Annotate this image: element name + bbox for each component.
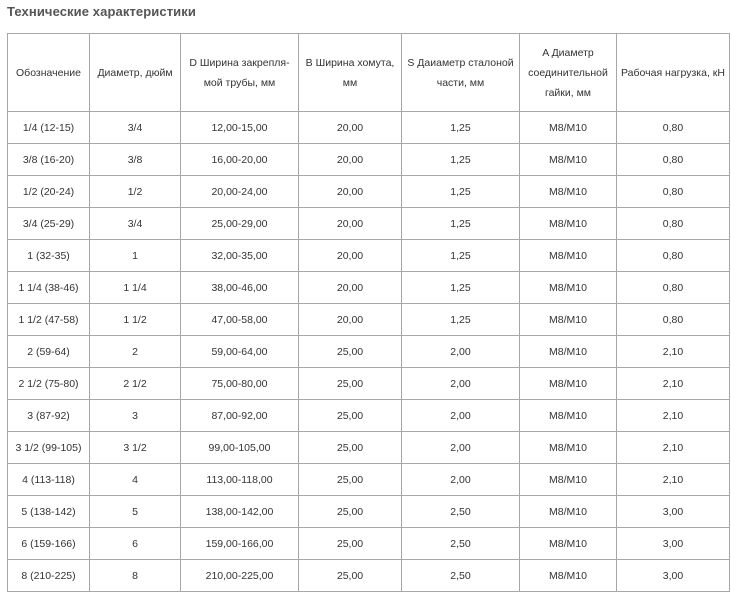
table-cell-clamp-width: 25,00: [299, 464, 402, 496]
table-cell-designation: 3/4 (25-29): [8, 208, 90, 240]
table-cell-diameter-inch: 4: [90, 464, 181, 496]
table-cell-nut-diameter: M8/M10: [520, 560, 617, 592]
table-cell-clamp-width: 25,00: [299, 400, 402, 432]
table-cell-working-load: 3,00: [617, 528, 730, 560]
column-header-pipe-width: D Ширина закрепля-мой трубы, мм: [181, 34, 299, 112]
table-cell-steel-part-diameter: 1,25: [402, 176, 520, 208]
table-cell-nut-diameter: M8/M10: [520, 208, 617, 240]
column-header-diameter-inch: Диаметр, дюйм: [90, 34, 181, 112]
table-cell-pipe-width: 75,00-80,00: [181, 368, 299, 400]
table-cell-designation: 1 1/2 (47-58): [8, 304, 90, 336]
table-cell-clamp-width: 25,00: [299, 528, 402, 560]
table-cell-nut-diameter: M8/M10: [520, 240, 617, 272]
table-row: [8, 144, 730, 176]
table-cell-pipe-width: 59,00-64,00: [181, 336, 299, 368]
table-cell-steel-part-diameter: 2,00: [402, 432, 520, 464]
table-cell-working-load: 2,10: [617, 464, 730, 496]
table-cell-designation: 1/2 (20-24): [8, 176, 90, 208]
table-row: [8, 368, 730, 400]
table-row: [8, 272, 730, 304]
table-cell-diameter-inch: 3/4: [90, 208, 181, 240]
table-cell-steel-part-diameter: 1,25: [402, 208, 520, 240]
table-cell-steel-part-diameter: 2,50: [402, 528, 520, 560]
table-cell-working-load: 0,80: [617, 208, 730, 240]
table-cell-pipe-width: 87,00-92,00: [181, 400, 299, 432]
table-cell-diameter-inch: 3 1/2: [90, 432, 181, 464]
table-cell-clamp-width: 20,00: [299, 144, 402, 176]
table-row: [8, 400, 730, 432]
table-body: [8, 112, 730, 592]
table-header-row: [8, 34, 730, 112]
table-cell-designation: 1 (32-35): [8, 240, 90, 272]
table-cell-diameter-inch: 3/8: [90, 144, 181, 176]
table-cell-clamp-width: 25,00: [299, 368, 402, 400]
table-cell-steel-part-diameter: 2,00: [402, 368, 520, 400]
table-row: [8, 464, 730, 496]
table-cell-working-load: 3,00: [617, 560, 730, 592]
table-cell-clamp-width: 25,00: [299, 496, 402, 528]
table-cell-nut-diameter: M8/M10: [520, 176, 617, 208]
table-cell-designation: 3 1/2 (99-105): [8, 432, 90, 464]
table-cell-clamp-width: 20,00: [299, 112, 402, 144]
table-row: [8, 496, 730, 528]
table-cell-steel-part-diameter: 1,25: [402, 240, 520, 272]
table-cell-nut-diameter: M8/M10: [520, 464, 617, 496]
table-cell-diameter-inch: 3: [90, 400, 181, 432]
table-cell-pipe-width: 32,00-35,00: [181, 240, 299, 272]
table-cell-steel-part-diameter: 2,00: [402, 400, 520, 432]
table-cell-designation: 2 (59-64): [8, 336, 90, 368]
table-cell-steel-part-diameter: 2,00: [402, 336, 520, 368]
table-cell-working-load: 2,10: [617, 368, 730, 400]
table-cell-diameter-inch: 2: [90, 336, 181, 368]
table-cell-nut-diameter: M8/M10: [520, 144, 617, 176]
table-cell-diameter-inch: 3/4: [90, 112, 181, 144]
table-row: [8, 560, 730, 592]
table-cell-designation: 6 (159-166): [8, 528, 90, 560]
table-cell-designation: 4 (113-118): [8, 464, 90, 496]
table-cell-pipe-width: 210,00-225,00: [181, 560, 299, 592]
table-cell-nut-diameter: M8/M10: [520, 400, 617, 432]
table-cell-working-load: 0,80: [617, 176, 730, 208]
table-row: [8, 240, 730, 272]
table-cell-diameter-inch: 2 1/2: [90, 368, 181, 400]
table-cell-clamp-width: 20,00: [299, 304, 402, 336]
table-cell-working-load: 2,10: [617, 432, 730, 464]
column-header-designation: Обозначение: [8, 34, 90, 112]
table-row: [8, 336, 730, 368]
table-cell-diameter-inch: 5: [90, 496, 181, 528]
table-cell-designation: 2 1/2 (75-80): [8, 368, 90, 400]
table-cell-pipe-width: 16,00-20,00: [181, 144, 299, 176]
table-cell-designation: 3 (87-92): [8, 400, 90, 432]
table-cell-clamp-width: 25,00: [299, 336, 402, 368]
table-cell-clamp-width: 25,00: [299, 560, 402, 592]
table-cell-working-load: 0,80: [617, 304, 730, 336]
table-cell-nut-diameter: M8/M10: [520, 432, 617, 464]
column-header-working-load: Рабочая нагрузка, кН: [617, 34, 730, 112]
column-header-steel-part-diameter: S Даиаметр сталоной части, мм: [402, 34, 520, 112]
table-row: [8, 432, 730, 464]
table-cell-pipe-width: 12,00-15,00: [181, 112, 299, 144]
table-cell-pipe-width: 20,00-24,00: [181, 176, 299, 208]
table-cell-nut-diameter: M8/M10: [520, 368, 617, 400]
table-cell-diameter-inch: 1/2: [90, 176, 181, 208]
table-cell-nut-diameter: M8/M10: [520, 272, 617, 304]
table-cell-pipe-width: 38,00-46,00: [181, 272, 299, 304]
table-cell-clamp-width: 20,00: [299, 272, 402, 304]
table-cell-working-load: 2,10: [617, 400, 730, 432]
table-cell-nut-diameter: M8/M10: [520, 304, 617, 336]
column-header-clamp-width: В Ширина хомута, мм: [299, 34, 402, 112]
specifications-table: [7, 33, 730, 592]
table-cell-working-load: 2,10: [617, 336, 730, 368]
table-row: [8, 528, 730, 560]
table-cell-designation: 3/8 (16-20): [8, 144, 90, 176]
table-cell-pipe-width: 47,00-58,00: [181, 304, 299, 336]
table-cell-steel-part-diameter: 2,50: [402, 496, 520, 528]
table-cell-steel-part-diameter: 2,50: [402, 560, 520, 592]
table-cell-diameter-inch: 1 1/4: [90, 272, 181, 304]
column-header-nut-diameter: A Диаметр соединительной гайки, мм: [520, 34, 617, 112]
table-cell-working-load: 0,80: [617, 144, 730, 176]
table-cell-clamp-width: 20,00: [299, 208, 402, 240]
table-cell-steel-part-diameter: 2,00: [402, 464, 520, 496]
table-cell-clamp-width: 20,00: [299, 240, 402, 272]
table-cell-steel-part-diameter: 1,25: [402, 272, 520, 304]
table-cell-clamp-width: 25,00: [299, 432, 402, 464]
table-cell-nut-diameter: M8/M10: [520, 496, 617, 528]
table-cell-pipe-width: 113,00-118,00: [181, 464, 299, 496]
table-cell-steel-part-diameter: 1,25: [402, 144, 520, 176]
table-cell-nut-diameter: M8/M10: [520, 336, 617, 368]
table-row: [8, 176, 730, 208]
table-cell-clamp-width: 20,00: [299, 176, 402, 208]
table-cell-pipe-width: 138,00-142,00: [181, 496, 299, 528]
table-cell-pipe-width: 25,00-29,00: [181, 208, 299, 240]
table-cell-working-load: 0,80: [617, 240, 730, 272]
table-row: [8, 304, 730, 336]
table-cell-designation: 1/4 (12-15): [8, 112, 90, 144]
table-cell-diameter-inch: 1: [90, 240, 181, 272]
table-row: [8, 208, 730, 240]
table-cell-diameter-inch: 6: [90, 528, 181, 560]
table-cell-steel-part-diameter: 1,25: [402, 112, 520, 144]
table-cell-diameter-inch: 8: [90, 560, 181, 592]
table-cell-nut-diameter: M8/M10: [520, 112, 617, 144]
table-cell-designation: 5 (138-142): [8, 496, 90, 528]
table-cell-nut-diameter: M8/M10: [520, 528, 617, 560]
table-cell-designation: 1 1/4 (38-46): [8, 272, 90, 304]
page-title: Технические характеристики: [7, 4, 196, 19]
table-cell-pipe-width: 159,00-166,00: [181, 528, 299, 560]
table-cell-pipe-width: 99,00-105,00: [181, 432, 299, 464]
table-cell-steel-part-diameter: 1,25: [402, 304, 520, 336]
table-row: [8, 112, 730, 144]
table-cell-working-load: 3,00: [617, 496, 730, 528]
table-cell-working-load: 0,80: [617, 272, 730, 304]
table-cell-diameter-inch: 1 1/2: [90, 304, 181, 336]
table-cell-designation: 8 (210-225): [8, 560, 90, 592]
table-cell-working-load: 0,80: [617, 112, 730, 144]
